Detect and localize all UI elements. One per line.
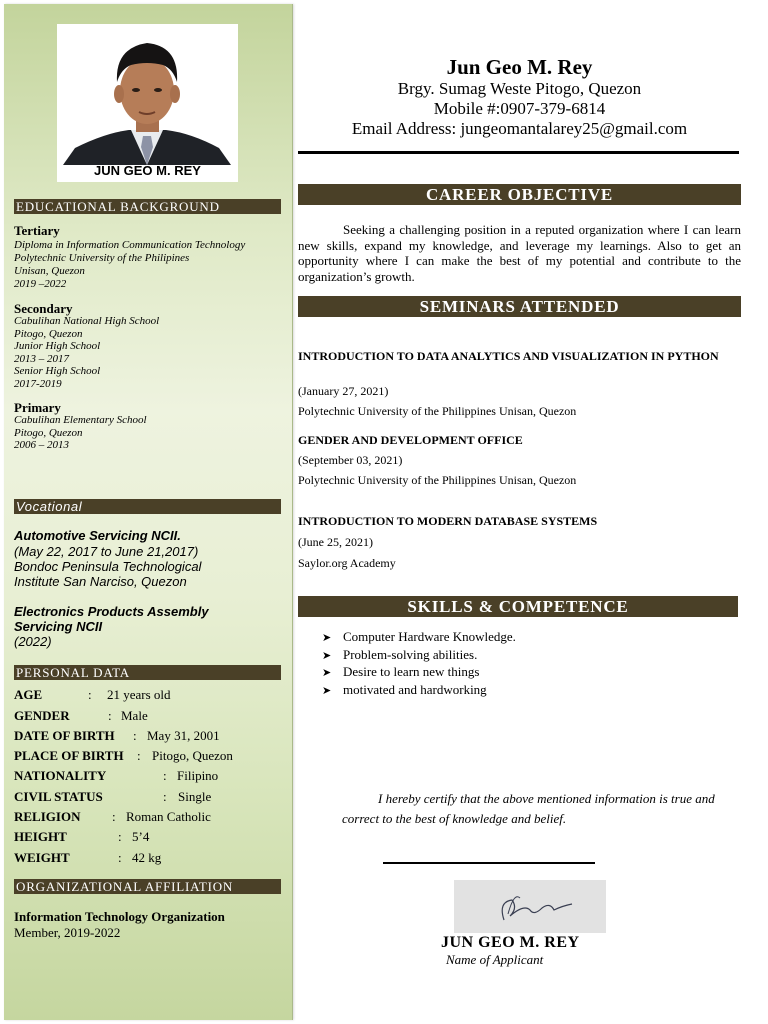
seminar-date: (September 03, 2021) bbox=[298, 453, 403, 467]
seminar-place: Polytechnic University of the Philippines Unisan, Quezon bbox=[298, 473, 577, 487]
personal-label-pob: PLACE OF BIRTH bbox=[14, 748, 124, 763]
signature-scribble bbox=[454, 880, 606, 933]
secondary-line: Cabulihan National High School bbox=[14, 315, 160, 327]
personal-value-dob: May 31, 2001 bbox=[147, 728, 220, 743]
personal-sep: : bbox=[133, 728, 137, 743]
seminar-place: Polytechnic University of the Philippines Unisan, Quezon bbox=[298, 404, 577, 418]
vocational-line: (2022) bbox=[14, 634, 52, 649]
vocational-line: Bondoc Peninsula Technological bbox=[14, 559, 202, 574]
personal-sep: : bbox=[137, 748, 141, 763]
seminars-heading: SEMINARS ATTENDED bbox=[298, 296, 741, 317]
list-item bbox=[322, 628, 516, 646]
affiliation-org: Information Technology Organization bbox=[14, 909, 225, 924]
seminar-title: GENDER AND DEVELOPMENT OFFICE bbox=[298, 433, 523, 447]
seminar-date: (January 27, 2021) bbox=[298, 384, 389, 398]
profile-photo bbox=[57, 24, 238, 182]
vocational-line: Institute San Narciso, Quezon bbox=[14, 574, 187, 589]
seminar-place: Saylor.org Academy bbox=[298, 556, 396, 570]
personal-value-nationality: Filipino bbox=[177, 768, 219, 783]
personal-sep: : bbox=[118, 850, 122, 865]
mobile-number: Mobile #:0907-379-6814 bbox=[433, 99, 606, 118]
signature-line bbox=[383, 862, 595, 864]
skill-label: Computer Hardware Knowledge. bbox=[343, 629, 516, 644]
arrow-bullet-icon: ➤ bbox=[322, 648, 332, 662]
signature-image bbox=[454, 880, 606, 933]
personal-value-pob: Pitogo, Quezon bbox=[152, 748, 233, 763]
applicant-name: Jun Geo M. Rey bbox=[446, 55, 593, 79]
list-item bbox=[322, 663, 516, 681]
personal-value-weight: 42 kg bbox=[132, 850, 162, 865]
secondary-line: 2017-2019 bbox=[14, 378, 62, 390]
primary-line: 2006 – 2013 bbox=[14, 439, 69, 451]
tertiary-line: Polytechnic University of the Philipines bbox=[14, 252, 190, 264]
skill-label: Problem-solving abilities. bbox=[343, 646, 478, 662]
personal-label-nationality: NATIONALITY bbox=[14, 768, 107, 783]
tertiary-line: Unisan, Quezon bbox=[14, 265, 85, 277]
personal-sep: : bbox=[108, 708, 112, 723]
personal-label-weight: WEIGHT bbox=[14, 850, 70, 865]
personal-value-religion: Roman Catholic bbox=[126, 809, 211, 824]
education-heading: EDUCATIONAL BACKGROUND bbox=[14, 199, 281, 214]
list-item bbox=[322, 646, 516, 664]
skills-heading: SKILLS & COMPETENCE bbox=[298, 596, 738, 617]
personal-value-age: 21 years old bbox=[107, 687, 171, 702]
affiliation-heading: ORGANIZATIONAL AFFILIATION bbox=[14, 879, 281, 894]
list-item bbox=[322, 681, 516, 699]
signatory-caption: Name of Applicant bbox=[446, 952, 544, 967]
affiliation-role: Member, 2019-2022 bbox=[14, 925, 121, 940]
address: Brgy. Sumag Weste Pitogo, Quezon bbox=[397, 79, 642, 98]
signatory-name: JUN GEO M. REY bbox=[441, 934, 580, 951]
arrow-bullet-icon: ➤ bbox=[322, 666, 332, 679]
vocational-title: Automotive Servicing NCII. bbox=[14, 528, 181, 543]
personal-sep: : bbox=[163, 768, 167, 783]
secondary-label: Secondary bbox=[14, 301, 73, 316]
personal-value-gender: Male bbox=[121, 708, 148, 723]
vocational-line: (May 22, 2017 to June 21,2017) bbox=[14, 544, 199, 559]
personal-sep: : bbox=[163, 789, 167, 804]
tertiary-line: Diploma in Information Communication Technology bbox=[14, 239, 246, 251]
personal-label-age: AGE bbox=[14, 687, 43, 702]
secondary-line: Senior High School bbox=[14, 365, 101, 377]
seminar-date: (June 25, 2021) bbox=[298, 535, 373, 549]
tertiary-label: Tertiary bbox=[14, 223, 60, 238]
skill-label: motivated and hardworking bbox=[343, 681, 487, 697]
vocational-heading: Vocational bbox=[14, 499, 281, 514]
personal-data-heading: PERSONAL DATA bbox=[14, 665, 281, 680]
personal-label-gender: GENDER bbox=[14, 708, 70, 723]
career-objective-heading: CAREER OBJECTIVE bbox=[298, 184, 741, 205]
certification-statement: I hereby certify that the above mentioned information is true and correct to the best of knowledge and belief. bbox=[342, 791, 715, 826]
tertiary-line: 2019 –2022 bbox=[14, 278, 67, 290]
primary-label: Primary bbox=[14, 400, 61, 415]
primary-line: Pitogo, Quezon bbox=[14, 427, 83, 439]
personal-value-civil-status: Single bbox=[178, 789, 212, 804]
personal-label-height: HEIGHT bbox=[14, 829, 67, 844]
personal-label-civil-status: CIVIL STATUS bbox=[14, 789, 103, 804]
seminar-title: INTRODUCTION TO DATA ANALYTICS AND VISUALIZATION IN PYTHON bbox=[298, 349, 719, 363]
personal-sep: : bbox=[112, 809, 116, 824]
skills-list bbox=[322, 628, 516, 698]
primary-line: Cabulihan Elementary School bbox=[14, 414, 147, 426]
secondary-line: Pitogo, Quezon bbox=[14, 328, 83, 340]
personal-label-dob: DATE OF BIRTH bbox=[14, 728, 115, 743]
arrow-bullet-icon: ➤ bbox=[322, 631, 332, 644]
personal-sep: : bbox=[118, 829, 122, 844]
profile-photo-portrait bbox=[57, 24, 238, 182]
skill-label: Desire to learn new things bbox=[343, 664, 480, 679]
secondary-line: Junior High School bbox=[14, 340, 101, 352]
vocational-title: Electronics Products Assembly bbox=[14, 604, 209, 619]
vocational-title: Servicing NCII bbox=[14, 619, 103, 634]
personal-label-religion: RELIGION bbox=[14, 809, 81, 824]
career-objective-text: Seeking a challenging position in a reputed organization where I can learn new skills, expand my knowledge, and leverage my learnings. Also to get an opportunity where I can make the best of my potential and contribute to the organization’s growth. bbox=[298, 222, 741, 284]
arrow-bullet-icon: ➤ bbox=[322, 683, 332, 697]
email-address: Email Address: jungeomantalarey25@gmail.com bbox=[351, 119, 688, 138]
secondary-line: 2013 – 2017 bbox=[14, 353, 69, 365]
personal-sep: : bbox=[88, 687, 92, 702]
personal-value-height: 5’4 bbox=[132, 829, 150, 844]
photo-caption: JUN GEO M. REY bbox=[94, 163, 201, 178]
seminar-title: INTRODUCTION TO MODERN DATABASE SYSTEMS bbox=[298, 514, 598, 528]
header-divider bbox=[298, 151, 739, 154]
